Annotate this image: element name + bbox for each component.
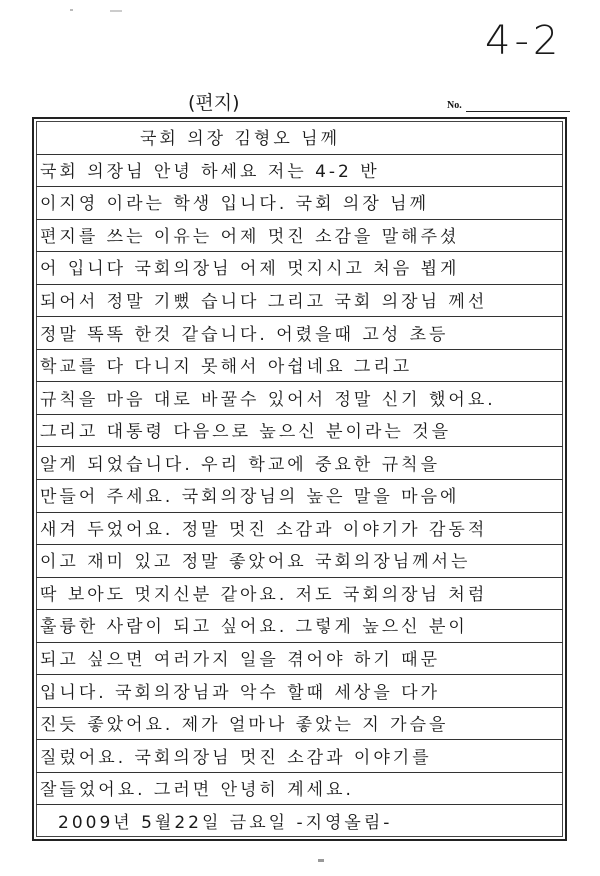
letter-date-signature-line: 2009년 5월22일 금요일 -지영올림- [58, 813, 393, 833]
ruled-line [36, 284, 563, 285]
letter-line: 이지영 이라는 학생 입니다. 국회 의장 님께 [40, 194, 430, 214]
letter-line: 질렀어요. 국회의장님 멋진 소감과 이야기를 [40, 748, 432, 768]
scan-specks [70, 0, 150, 6]
ruled-line [36, 674, 563, 675]
ruled-line [36, 707, 563, 708]
letter-line: 이고 재미 있고 정말 좋았어요 국회의장님께서는 [40, 552, 471, 572]
ruled-line [36, 381, 563, 382]
ruled-line [36, 804, 563, 805]
ruled-line [36, 154, 563, 155]
letter-label: (편지) [188, 92, 240, 114]
letter-line: 그리고 대통령 다음으로 높으신 분이라는 것을 [40, 422, 452, 442]
ruled-line [36, 512, 563, 513]
ruled-line [36, 446, 563, 447]
letter-line: 입니다. 국회의장님과 악수 할때 세상을 다가 [40, 683, 441, 703]
class-number-mark: 4-2 [485, 18, 563, 64]
ruled-line [36, 349, 563, 350]
letter-line: 편지를 쓰는 이유는 어제 멋진 소감을 말해주셨 [40, 227, 460, 247]
letter-line: 딱 보아도 멋지신분 같아요. 저도 국회의장님 처럼 [40, 585, 488, 605]
ruled-line [36, 316, 563, 317]
ruled-line [36, 609, 563, 610]
letter-line: 알게 되었습니다. 우리 학교에 중요한 규칙을 [40, 455, 441, 475]
letter-line: 잘들었어요. 그러면 안녕히 계세요. [40, 780, 354, 800]
number-label: No. [447, 100, 462, 111]
ruled-line [36, 219, 563, 220]
number-underline [466, 111, 570, 112]
ruled-line [36, 479, 563, 480]
ruled-line [36, 772, 563, 773]
ruled-line [36, 251, 563, 252]
ruled-line [36, 544, 563, 545]
letter-line: 되고 싶으면 여러가지 일을 겪어야 하기 때문 [40, 650, 441, 670]
letter-line: 정말 똑똑 한것 같습니다. 어렸을때 고성 초등 [40, 325, 449, 345]
letter-line: 진듯 좋았어요. 제가 얼마나 좋았는 지 가슴을 [40, 715, 449, 735]
letter-line: 훌륭한 사람이 되고 싶어요. 그렇게 높으신 분이 [40, 617, 468, 637]
letter-greeting-line: 국회 의장 김형오 님께 [140, 129, 341, 149]
letter-line: 규칙을 마음 대로 바꿀수 있어서 정말 신기 했어요. [40, 390, 496, 410]
scan-speck [318, 859, 324, 862]
letter-line: 어 입니다 국회의장님 어제 멋지시고 처음 뵙게 [40, 259, 460, 279]
letter-line: 되어서 정말 기뻤 습니다 그리고 국회 의장님 께선 [40, 292, 488, 312]
ruled-line [36, 739, 563, 740]
ruled-line [36, 642, 563, 643]
letter-line: 국회 의장님 안녕 하세요 저는 4-2 반 [40, 162, 380, 182]
letter-line: 만들어 주세요. 국회의장님의 높은 말을 마음에 [40, 487, 460, 507]
ruled-line [36, 414, 563, 415]
letter-line: 새겨 두었어요. 정말 멋진 소감과 이야기가 감동적 [40, 520, 488, 540]
ruled-line [36, 186, 563, 187]
letter-line: 학교를 다 다니지 못해서 아쉽네요 그리고 [40, 357, 413, 377]
ruled-line [36, 577, 563, 578]
